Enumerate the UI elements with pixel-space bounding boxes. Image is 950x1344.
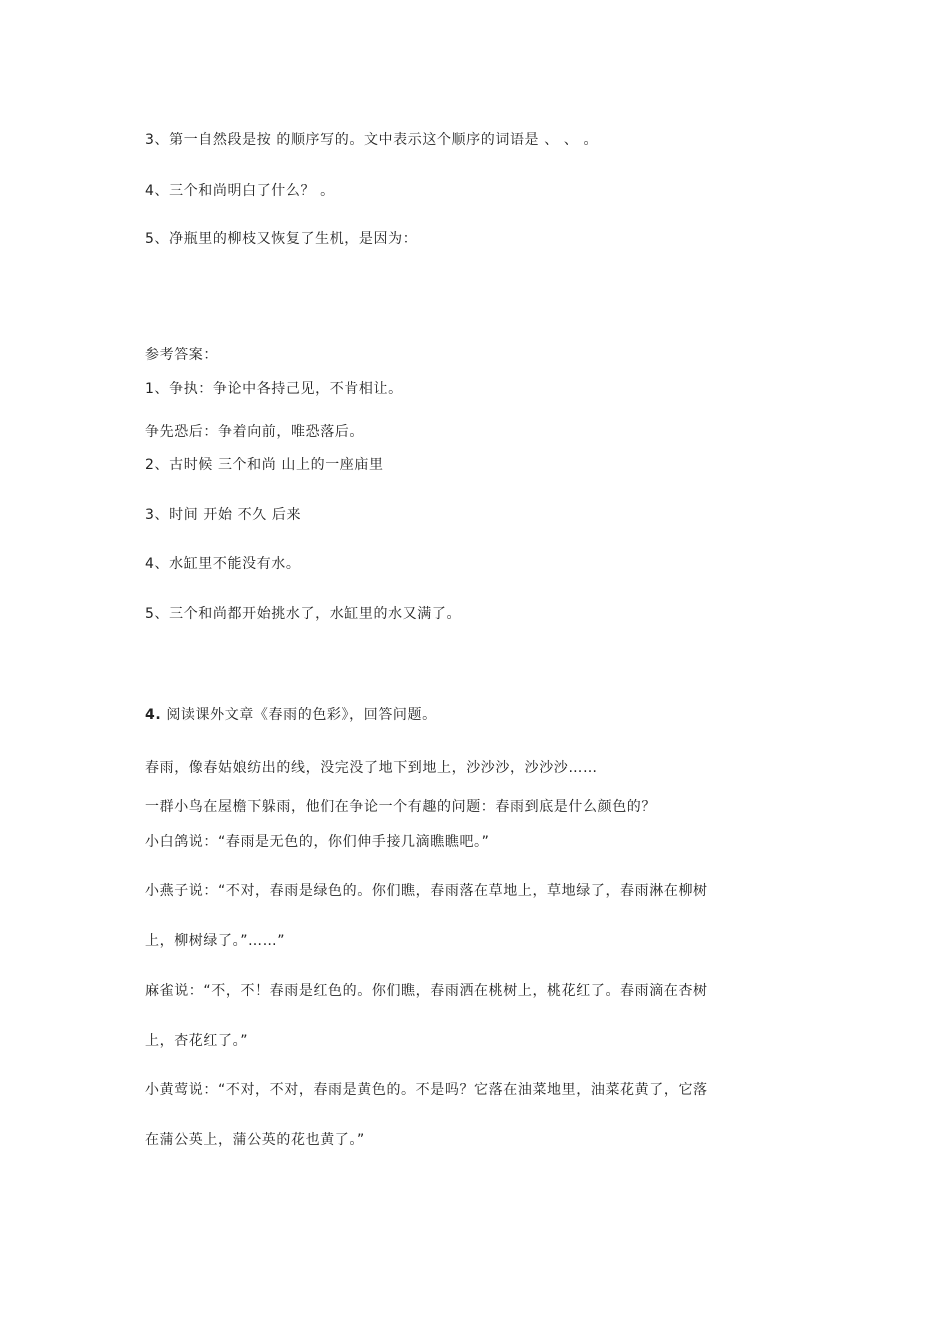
answer-2: 2、古时候 三个和尚 山上的一座庙里 [145,457,384,473]
paragraph-line: 小白鸽说：“春雨是无色的，你们伸手接几滴瞧瞧吧。” [145,834,490,850]
answer-3: 3、时间 开始 不久 后来 [145,507,302,523]
section-4-title: 阅读课外文章《春雨的色彩》，回答问题。 [161,707,437,723]
paragraph-line: 上，柳树绿了。”……” [145,933,286,949]
paragraph-line: 麻雀说：“不，不！春雨是红色的。你们瞧，春雨洒在桃树上，桃花红了。春雨滴在杏树 [145,983,708,999]
paragraph-line: 在蒲公英上，蒲公英的花也黄了。” [145,1132,365,1148]
paragraph-line: 小黄莺说：“不对，不对，春雨是黄色的。不是吗？它落在油菜地里，油菜花黄了，它落 [145,1082,708,1098]
answer-1-line-2: 争先恐后：争着向前，唯恐落后。 [145,424,364,440]
paragraph-line: 小燕子说：“不对，春雨是绿色的。你们瞧，春雨落在草地上，草地绿了，春雨淋在柳树 [145,883,708,899]
answer-5: 5、三个和尚都开始挑水了，水缸里的水又满了。 [145,606,462,622]
paragraph-line: 上，杏花红了。” [145,1033,249,1049]
question-5: 5、净瓶里的柳枝又恢复了生机，是因为： [145,231,418,247]
paragraph-line: 春雨，像春姑娘纺出的线，没完没了地下到地上，沙沙沙，沙沙沙…… [145,760,598,776]
answers-heading: 参考答案： [145,347,218,363]
section-4-heading [145,705,437,725]
paragraph-line: 一群小鸟在屋檐下躲雨，他们在争论一个有趣的问题：春雨到底是什么颜色的？ [145,799,656,815]
question-3: 3、第一自然段是按 的顺序写的。文中表示这个顺序的词语是 、 、 。 [145,132,599,148]
section-4-number: 4. [145,707,162,723]
answer-1-line-1: 1、争执：争论中各持己见，不肯相让。 [145,381,403,397]
answer-4: 4、水缸里不能没有水。 [145,556,301,572]
question-4: 4、三个和尚明白了什么？ 。 [145,183,335,199]
